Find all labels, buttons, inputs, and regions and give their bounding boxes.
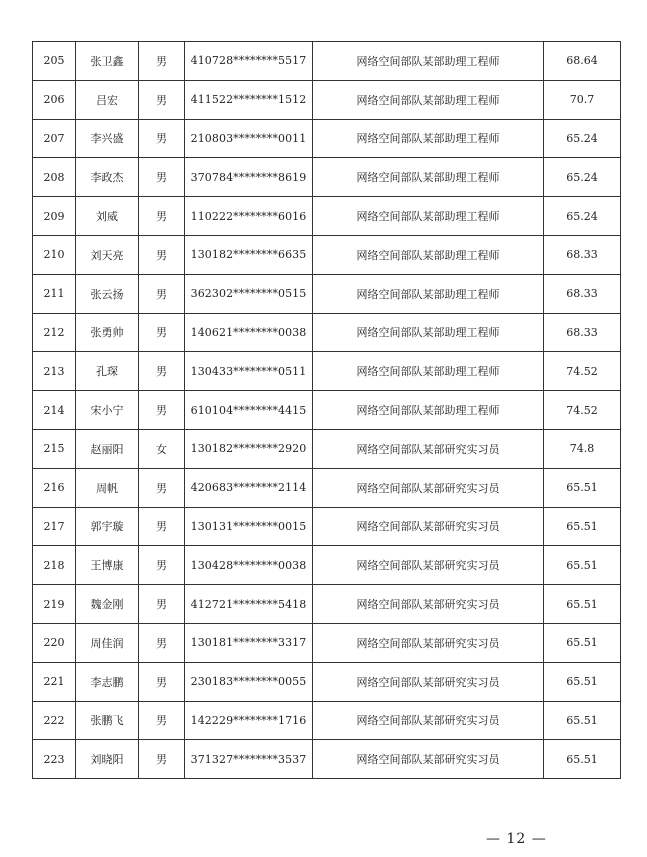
person-name-cell: 吕宏 — [76, 80, 139, 119]
table-row — [33, 468, 621, 507]
position-title-cell: 网络空间部队某部助理工程师 — [313, 235, 544, 274]
row-number-cell: 221 — [33, 662, 76, 701]
score-cell: 65.24 — [544, 158, 621, 197]
id-number-cell: 210803********0011 — [185, 119, 313, 158]
id-number-cell: 362302********0515 — [185, 274, 313, 313]
position-title-cell: 网络空间部队某部助理工程师 — [313, 391, 544, 430]
row-number-cell: 210 — [33, 235, 76, 274]
gender-cell: 男 — [139, 662, 185, 701]
table-row — [33, 391, 621, 430]
row-number-cell: 217 — [33, 507, 76, 546]
row-number-cell: 219 — [33, 585, 76, 624]
position-title-cell: 网络空间部队某部助理工程师 — [313, 80, 544, 119]
person-name-cell: 张云扬 — [76, 274, 139, 313]
person-name-cell: 张卫鑫 — [76, 42, 139, 81]
id-number-cell: 130182********6635 — [185, 235, 313, 274]
position-title-cell: 网络空间部队某部助理工程师 — [313, 197, 544, 236]
score-cell: 74.52 — [544, 391, 621, 430]
position-title-cell: 网络空间部队某部助理工程师 — [313, 158, 544, 197]
roster-table-body — [33, 42, 621, 779]
score-cell: 65.24 — [544, 197, 621, 236]
person-name-cell: 李志鹏 — [76, 662, 139, 701]
gender-cell: 男 — [139, 313, 185, 352]
gender-cell: 男 — [139, 235, 185, 274]
gender-cell: 男 — [139, 42, 185, 81]
position-title-cell: 网络空间部队某部研究实习员 — [313, 585, 544, 624]
id-number-cell: 411522********1512 — [185, 80, 313, 119]
gender-cell: 男 — [139, 507, 185, 546]
score-cell: 65.51 — [544, 623, 621, 662]
row-number-cell: 213 — [33, 352, 76, 391]
person-name-cell: 刘威 — [76, 197, 139, 236]
table-row — [33, 80, 621, 119]
row-number-cell: 207 — [33, 119, 76, 158]
person-name-cell: 刘晓阳 — [76, 740, 139, 779]
gender-cell: 男 — [139, 197, 185, 236]
gender-cell: 男 — [139, 80, 185, 119]
position-title-cell: 网络空间部队某部研究实习员 — [313, 468, 544, 507]
table-row — [33, 119, 621, 158]
row-number-cell: 220 — [33, 623, 76, 662]
person-name-cell: 周佳润 — [76, 623, 139, 662]
score-cell: 65.51 — [544, 546, 621, 585]
row-number-cell: 209 — [33, 197, 76, 236]
id-number-cell: 610104********4415 — [185, 391, 313, 430]
score-cell: 65.51 — [544, 701, 621, 740]
id-number-cell: 410728********5517 — [185, 42, 313, 81]
row-number-cell: 205 — [33, 42, 76, 81]
table-row — [33, 274, 621, 313]
row-number-cell: 223 — [33, 740, 76, 779]
position-title-cell: 网络空间部队某部助理工程师 — [313, 274, 544, 313]
position-title-cell: 网络空间部队某部研究实习员 — [313, 701, 544, 740]
id-number-cell: 130181********3317 — [185, 623, 313, 662]
id-number-cell: 412721********5418 — [185, 585, 313, 624]
table-row — [33, 507, 621, 546]
score-cell: 68.33 — [544, 313, 621, 352]
score-cell: 68.64 — [544, 42, 621, 81]
score-cell: 74.8 — [544, 429, 621, 468]
position-title-cell: 网络空间部队某部研究实习员 — [313, 740, 544, 779]
person-name-cell: 赵丽阳 — [76, 429, 139, 468]
score-cell: 65.51 — [544, 662, 621, 701]
person-name-cell: 宋小宁 — [76, 391, 139, 430]
row-number-cell: 208 — [33, 158, 76, 197]
person-name-cell: 王博康 — [76, 546, 139, 585]
person-name-cell: 李兴盛 — [76, 119, 139, 158]
person-name-cell: 周帆 — [76, 468, 139, 507]
id-number-cell: 130433********0511 — [185, 352, 313, 391]
id-number-cell: 370784********8619 — [185, 158, 313, 197]
table-row — [33, 701, 621, 740]
person-name-cell: 魏金刚 — [76, 585, 139, 624]
table-row — [33, 585, 621, 624]
gender-cell: 女 — [139, 429, 185, 468]
row-number-cell: 211 — [33, 274, 76, 313]
id-number-cell: 130428********0038 — [185, 546, 313, 585]
gender-cell: 男 — [139, 623, 185, 662]
table-row — [33, 662, 621, 701]
person-name-cell: 郭宇璇 — [76, 507, 139, 546]
row-number-cell: 206 — [33, 80, 76, 119]
id-number-cell: 130131********0015 — [185, 507, 313, 546]
score-cell: 65.51 — [544, 740, 621, 779]
id-number-cell: 140621********0038 — [185, 313, 313, 352]
id-number-cell: 230183********0055 — [185, 662, 313, 701]
row-number-cell: 215 — [33, 429, 76, 468]
position-title-cell: 网络空间部队某部研究实习员 — [313, 623, 544, 662]
row-number-cell: 212 — [33, 313, 76, 352]
gender-cell: 男 — [139, 585, 185, 624]
person-name-cell: 孔琛 — [76, 352, 139, 391]
gender-cell: 男 — [139, 158, 185, 197]
score-cell: 74.52 — [544, 352, 621, 391]
score-cell: 65.51 — [544, 585, 621, 624]
position-title-cell: 网络空间部队某部研究实习员 — [313, 507, 544, 546]
position-title-cell: 网络空间部队某部助理工程师 — [313, 42, 544, 81]
score-cell: 68.33 — [544, 274, 621, 313]
person-name-cell: 刘天亮 — [76, 235, 139, 274]
row-number-cell: 222 — [33, 701, 76, 740]
row-number-cell: 216 — [33, 468, 76, 507]
gender-cell: 男 — [139, 546, 185, 585]
id-number-cell: 371327********3537 — [185, 740, 313, 779]
person-name-cell: 张勇帅 — [76, 313, 139, 352]
roster-table — [32, 41, 621, 779]
position-title-cell: 网络空间部队某部助理工程师 — [313, 119, 544, 158]
gender-cell: 男 — [139, 701, 185, 740]
score-cell: 65.51 — [544, 507, 621, 546]
score-cell: 68.33 — [544, 235, 621, 274]
table-row — [33, 623, 621, 662]
gender-cell: 男 — [139, 119, 185, 158]
id-number-cell: 142229********1716 — [185, 701, 313, 740]
person-name-cell: 李政杰 — [76, 158, 139, 197]
id-number-cell: 130182********2920 — [185, 429, 313, 468]
position-title-cell: 网络空间部队某部助理工程师 — [313, 313, 544, 352]
table-row — [33, 352, 621, 391]
table-row — [33, 429, 621, 468]
score-cell: 65.51 — [544, 468, 621, 507]
table-row — [33, 235, 621, 274]
row-number-cell: 218 — [33, 546, 76, 585]
gender-cell: 男 — [139, 740, 185, 779]
table-row — [33, 197, 621, 236]
table-row — [33, 740, 621, 779]
table-row — [33, 313, 621, 352]
score-cell: 65.24 — [544, 119, 621, 158]
table-row — [33, 42, 621, 81]
score-cell: 70.7 — [544, 80, 621, 119]
id-number-cell: 420683********2114 — [185, 468, 313, 507]
gender-cell: 男 — [139, 352, 185, 391]
table-row — [33, 546, 621, 585]
page-number: — 12 — — [486, 831, 547, 847]
person-name-cell: 张鹏飞 — [76, 701, 139, 740]
gender-cell: 男 — [139, 391, 185, 430]
position-title-cell: 网络空间部队某部研究实习员 — [313, 546, 544, 585]
id-number-cell: 110222********6016 — [185, 197, 313, 236]
table-row — [33, 158, 621, 197]
position-title-cell: 网络空间部队某部助理工程师 — [313, 352, 544, 391]
row-number-cell: 214 — [33, 391, 76, 430]
gender-cell: 男 — [139, 274, 185, 313]
gender-cell: 男 — [139, 468, 185, 507]
position-title-cell: 网络空间部队某部研究实习员 — [313, 662, 544, 701]
position-title-cell: 网络空间部队某部研究实习员 — [313, 429, 544, 468]
